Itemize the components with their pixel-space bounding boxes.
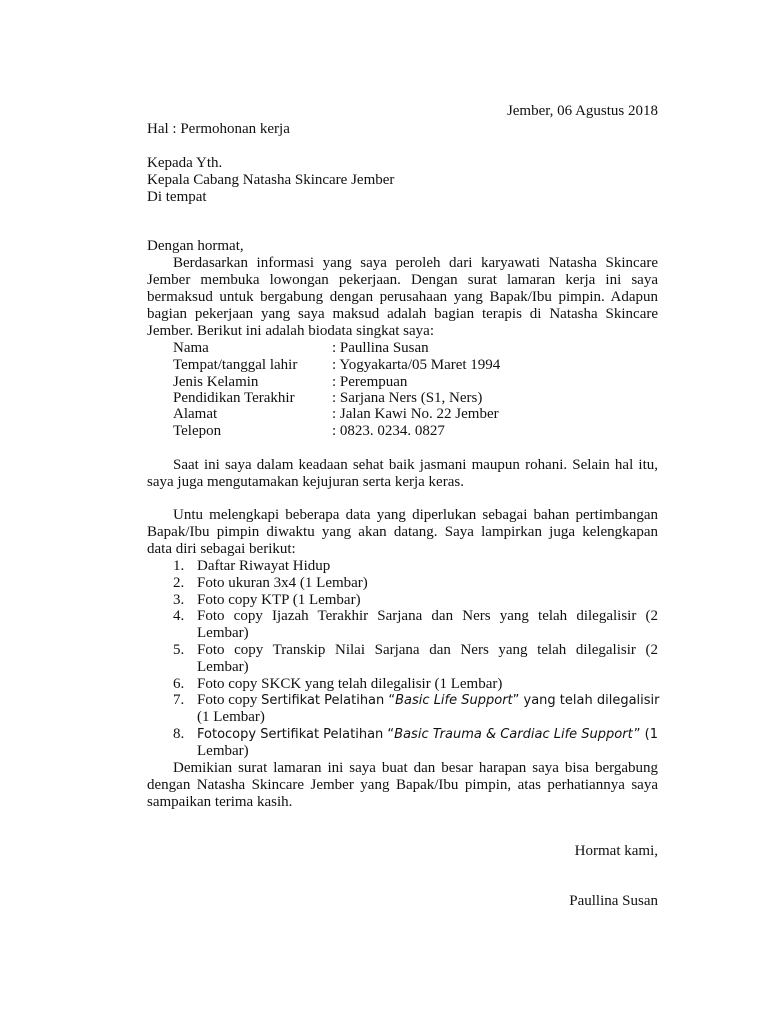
attach-intro-line-2: Bapak/Ibu pimpin diwaktu yang akan datang. Saya lampirkan juga kelengkapan <box>147 524 658 540</box>
intro-line-4: bagian pekerjaan yang saya maksud adalah bagian terapis di Natasha Skincare <box>147 306 658 322</box>
attachment-number: 1. <box>173 558 185 574</box>
intro-line-2: Jember membuka lowongan pekerjaan. Dengan surat lamaran kerja ini saya <box>147 272 658 288</box>
recipient-line-2: Kepala Cabang Natasha Skincare Jember <box>147 172 395 188</box>
attachment-text-part: Sertifikat Pelatihan “ <box>261 693 396 708</box>
attachment-text-italic: Basic Life Support <box>395 693 513 708</box>
closing-line-1: Demikian surat lamaran ini saya buat dan besar harapan saya bisa bergabung <box>173 760 658 776</box>
attachment-text-part: ” (1 <box>633 727 658 742</box>
attachment-text: Foto copy Ijazah Terakhir Sarjana dan Ners yang telah dilegalisir (2 <box>197 608 658 624</box>
attachment-text-continued: Lembar) <box>197 659 249 675</box>
attachment-number: 2. <box>173 575 185 591</box>
attachment-text-mixed <box>197 692 658 709</box>
biodata-label-phone: Telepon <box>173 423 222 439</box>
attachment-number: 5. <box>173 642 185 658</box>
attachment-text: Daftar Riwayat Hidup <box>197 558 331 574</box>
biodata-value-birth: : Yogyakarta/05 Maret 1994 <box>332 357 501 373</box>
subject-line: Hal : Permohonan kerja <box>147 121 290 137</box>
attachment-number: 3. <box>173 592 185 608</box>
biodata-label-name: Nama <box>173 340 209 356</box>
biodata-label-birth: Tempat/tanggal lahir <box>173 357 298 373</box>
closing-line-2: dengan Natasha Skincare Jember yang Bapak/Ibu pimpin, atas perhatiannya saya <box>147 777 658 793</box>
attachment-text-continued: (1 Lembar) <box>197 709 265 725</box>
biodata-value-address: : Jalan Kawi No. 22 Jember <box>332 406 499 422</box>
attachment-text: Foto copy Transkip Nilai Sarjana dan Ners yang telah dilegalisir (2 <box>197 642 658 658</box>
attachment-text-italic: Basic Trauma & Cardiac Life Support <box>394 727 633 742</box>
recipient-line-3: Di tempat <box>147 189 207 205</box>
health-line-2: saya juga mengutamakan kejujuran serta kerja keras. <box>147 474 464 490</box>
intro-line-3: bermaksud untuk bergabung dengan perusahaan yang Bapak/Ibu pimpin. Adapun <box>147 289 658 305</box>
attachment-text-mixed <box>197 726 658 743</box>
attach-intro-line-3: data diri sebagai berikut: <box>147 541 296 557</box>
attachment-text: Foto copy SKCK yang telah dilegalisir (1 Lembar) <box>197 676 503 692</box>
biodata-value-phone: : 0823. 0234. 0827 <box>332 423 445 439</box>
biodata-value-gender: : Perempuan <box>332 374 408 390</box>
recipient-line-1: Kepada Yth. <box>147 155 223 171</box>
attachment-text-continued: Lembar) <box>197 743 249 759</box>
attachment-text: Foto copy KTP (1 Lembar) <box>197 592 361 608</box>
attachment-number: 6. <box>173 676 185 692</box>
health-line-1: Saat ini saya dalam keadaan sehat baik jasmani maupun rohani. Selain hal itu, <box>173 457 658 473</box>
attachment-number: 7. <box>173 692 185 708</box>
place-date: Jember, 06 Agustus 2018 <box>506 103 658 119</box>
attachment-text: Foto ukuran 3x4 (1 Lembar) <box>197 575 368 591</box>
greeting: Dengan hormat, <box>147 238 244 254</box>
attachment-text-part: ” yang telah dilegalisir <box>512 693 660 708</box>
biodata-value-education: : Sarjana Ners (S1, Ners) <box>332 390 483 406</box>
intro-line-1: Berdasarkan informasi yang saya peroleh dari karyawati Natasha Skincare <box>173 255 658 271</box>
attachment-text-part: Foto copy <box>197 692 262 708</box>
biodata-label-education: Pendidikan Terakhir <box>173 390 295 406</box>
sign-off: Hormat kami, <box>574 843 658 859</box>
attach-intro-line-1: Untu melengkapi beberapa data yang diperlukan sebagai bahan pertimbangan <box>173 507 658 523</box>
attachment-number: 4. <box>173 608 185 624</box>
signature-name: Paullina Susan <box>569 893 658 909</box>
biodata-label-gender: Jenis Kelamin <box>173 374 259 390</box>
attachment-number: 8. <box>173 726 185 742</box>
biodata-label-address: Alamat <box>173 406 218 422</box>
closing-line-3: sampaikan terima kasih. <box>147 794 293 810</box>
attachment-text-part: Fotocopy Sertifikat Pelatihan “ <box>197 727 395 742</box>
biodata-value-name: : Paullina Susan <box>332 340 429 356</box>
attachment-text-continued: Lembar) <box>197 625 249 641</box>
intro-line-5: Jember. Berikut ini adalah biodata singkat saya: <box>147 323 435 339</box>
